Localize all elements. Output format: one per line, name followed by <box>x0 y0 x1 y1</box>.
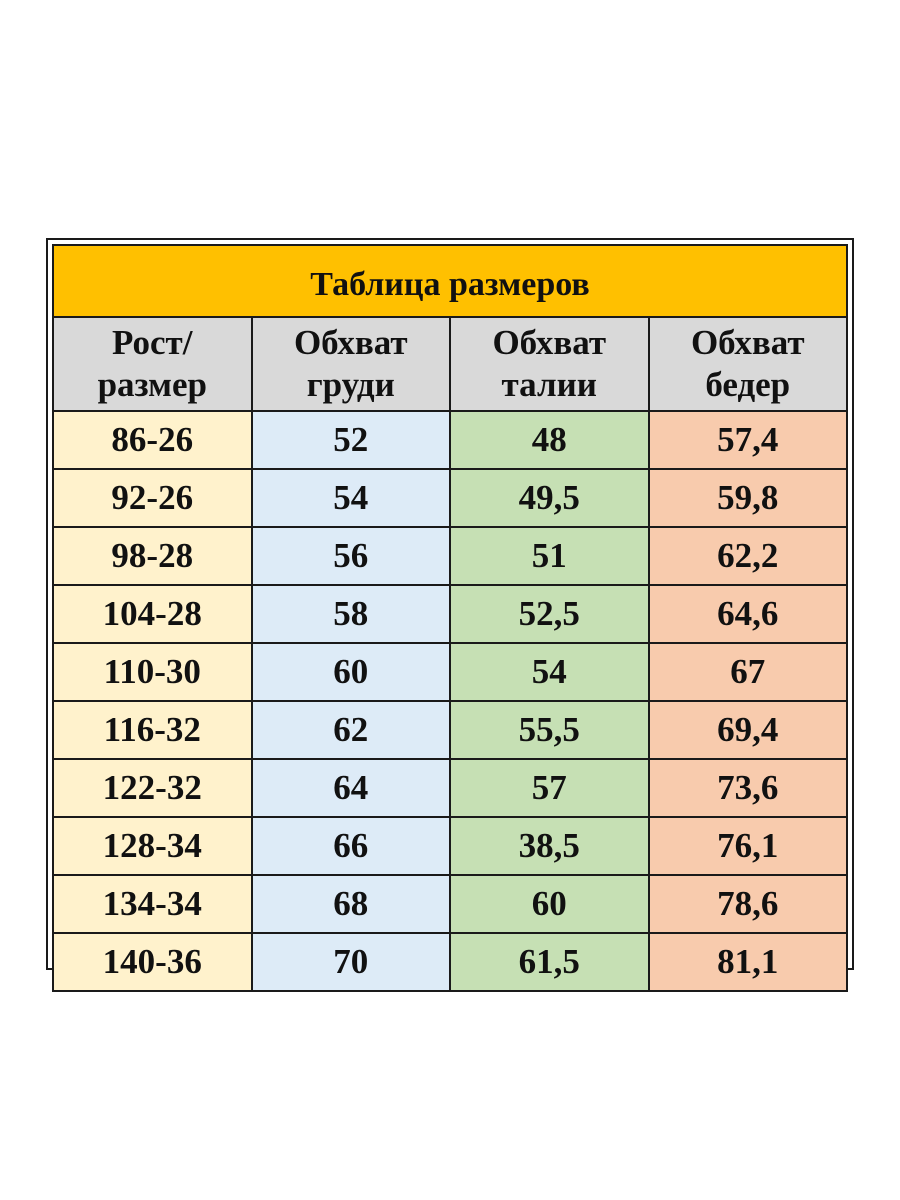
table-row <box>53 643 847 701</box>
table-row <box>53 875 847 933</box>
table-row <box>53 817 847 875</box>
cell-waist: 55,5 <box>450 701 649 759</box>
cell-hips: 76,1 <box>649 817 848 875</box>
cell-hips: 81,1 <box>649 933 848 991</box>
cell-height-size: 92-26 <box>53 469 252 527</box>
title-row <box>53 245 847 317</box>
header-row <box>53 317 847 411</box>
cell-chest: 64 <box>252 759 451 817</box>
table-row <box>53 701 847 759</box>
header-waist-line1: Обхват <box>492 323 607 362</box>
cell-height-size: 134-34 <box>53 875 252 933</box>
cell-height-size: 98-28 <box>53 527 252 585</box>
cell-height-size: 86-26 <box>53 411 252 469</box>
cell-waist: 52,5 <box>450 585 649 643</box>
cell-waist: 54 <box>450 643 649 701</box>
cell-waist: 60 <box>450 875 649 933</box>
header-chest <box>252 317 451 411</box>
header-hips <box>649 317 848 411</box>
cell-waist: 61,5 <box>450 933 649 991</box>
cell-chest: 70 <box>252 933 451 991</box>
cell-height-size: 104-28 <box>53 585 252 643</box>
cell-hips: 78,6 <box>649 875 848 933</box>
cell-chest: 54 <box>252 469 451 527</box>
header-chest-line2: груди <box>306 365 395 404</box>
cell-waist: 38,5 <box>450 817 649 875</box>
table-title: Таблица размеров <box>53 245 847 317</box>
table-row <box>53 411 847 469</box>
header-hips-line1: Обхват <box>690 323 805 362</box>
cell-chest: 58 <box>252 585 451 643</box>
size-chart-table <box>52 244 848 992</box>
header-hips-line2: бедер <box>705 365 791 404</box>
cell-waist: 57 <box>450 759 649 817</box>
cell-chest: 62 <box>252 701 451 759</box>
header-height-size <box>53 317 252 411</box>
cell-waist: 49,5 <box>450 469 649 527</box>
cell-hips: 62,2 <box>649 527 848 585</box>
cell-chest: 60 <box>252 643 451 701</box>
cell-chest: 68 <box>252 875 451 933</box>
cell-hips: 67 <box>649 643 848 701</box>
cell-height-size: 128-34 <box>53 817 252 875</box>
cell-height-size: 110-30 <box>53 643 252 701</box>
cell-height-size: 140-36 <box>53 933 252 991</box>
header-waist <box>450 317 649 411</box>
table-row <box>53 585 847 643</box>
size-chart-frame <box>46 238 854 981</box>
cell-hips: 73,6 <box>649 759 848 817</box>
header-height-size-line1: Рост/ <box>112 323 193 362</box>
cell-hips: 57,4 <box>649 411 848 469</box>
cell-chest: 52 <box>252 411 451 469</box>
table-row <box>53 759 847 817</box>
header-height-size-line2: размер <box>97 365 207 404</box>
cell-height-size: 122-32 <box>53 759 252 817</box>
header-chest-line1: Обхват <box>293 323 408 362</box>
header-waist-line2: талии <box>501 365 597 404</box>
table-row <box>53 527 847 585</box>
cell-chest: 66 <box>252 817 451 875</box>
table-row <box>53 933 847 991</box>
cell-height-size: 116-32 <box>53 701 252 759</box>
cell-waist: 48 <box>450 411 649 469</box>
table-row <box>53 469 847 527</box>
cell-hips: 69,4 <box>649 701 848 759</box>
cell-waist: 51 <box>450 527 649 585</box>
cell-hips: 64,6 <box>649 585 848 643</box>
cell-chest: 56 <box>252 527 451 585</box>
cell-hips: 59,8 <box>649 469 848 527</box>
